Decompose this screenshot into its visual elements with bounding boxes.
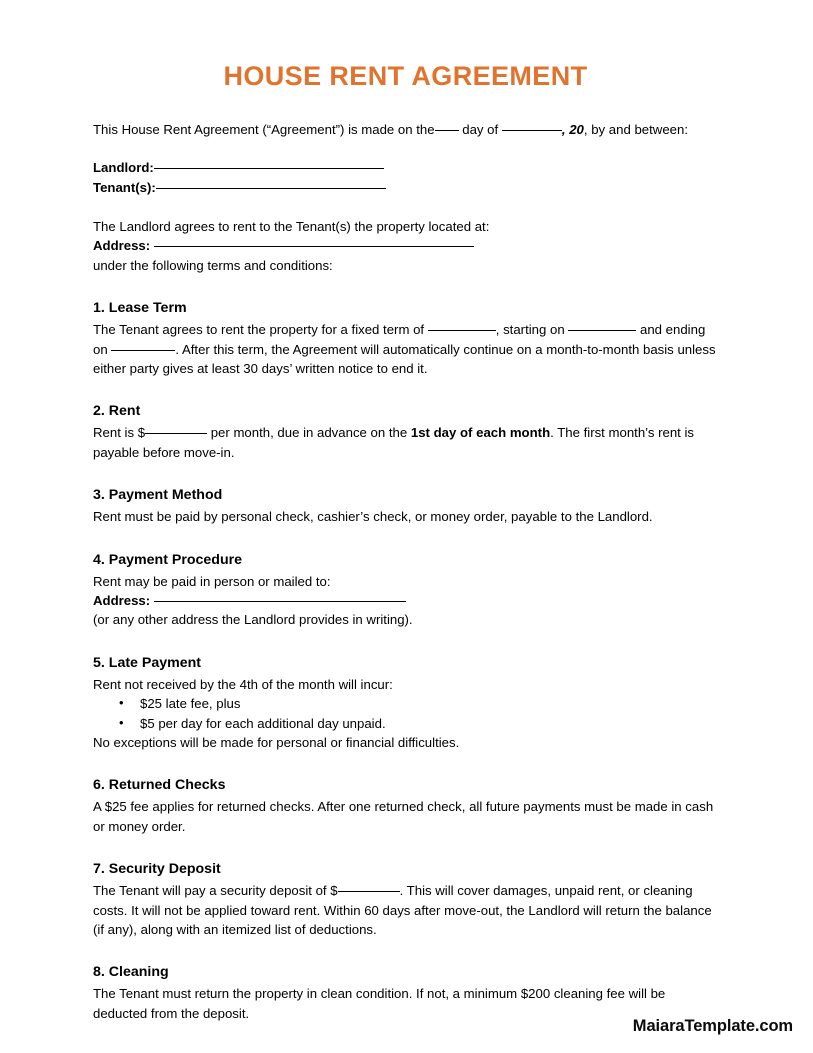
section-late-payment <box>93 654 718 753</box>
property-address-field <box>93 236 718 255</box>
security-deposit-text-a: The Tenant will pay a security deposit of $ <box>93 883 338 899</box>
rent-text-c: . The first month’s rent is payable before move-in. <box>93 425 695 460</box>
section-heading: 6. Returned Checks <box>93 777 226 794</box>
rent-text-a: Rent is $ <box>93 425 146 441</box>
section-body: Rent must be paid by personal check, cashier’s check, or money order, payable to the Landlord. <box>93 509 653 525</box>
late-payment-fee-list <box>93 694 718 733</box>
intro-text-part4: , by and between: <box>583 121 688 137</box>
property-address-label: Address: <box>93 238 151 254</box>
section-heading: 4. Payment Procedure <box>93 551 243 568</box>
section-payment-procedure <box>93 551 718 630</box>
watermark-branding: MaiaraTemplate.com <box>632 1017 793 1035</box>
section-body: A $25 fee applies for returned checks. After one returned check, all future payments must be made in cash or money order. <box>93 799 714 834</box>
landlord-input-blank[interactable] <box>154 157 384 169</box>
section-heading: 7. Security Deposit <box>93 861 221 878</box>
lease-term-text-a: The Tenant agrees to rent the property for a fixed term of <box>93 322 425 338</box>
lease-term-end-blank[interactable] <box>111 339 175 351</box>
section-heading: 1. Lease Term <box>93 300 187 317</box>
section-body <box>93 423 718 462</box>
lease-term-start-blank[interactable] <box>568 319 636 331</box>
tenant-field <box>93 178 718 197</box>
section-lease-term <box>93 299 718 378</box>
security-deposit-text-b: . This will cover damages, unpaid rent, or cleaning costs. It will not be applied toward rent. Within 60 days after move-out, the Landlord will return the balance (if any), along with an itemized list of deductions. <box>93 883 712 938</box>
payment-procedure-lead-in: Rent may be paid in person or mailed to: <box>93 573 331 589</box>
rent-text-b: per month, due in advance on the <box>210 425 408 441</box>
lease-term-duration-blank[interactable] <box>428 319 496 331</box>
landlord-label: Landlord: <box>93 160 154 176</box>
section-heading: 5. Late Payment <box>93 654 202 671</box>
list-item: • $5 per day for each additional day unpaid. <box>93 714 718 733</box>
intro-paragraph <box>93 120 718 139</box>
section-heading: 2. Rent <box>93 403 141 420</box>
spacer <box>93 197 718 217</box>
late-payment-trailer: No exceptions will be made for personal or financial difficulties. <box>93 735 460 750</box>
tenant-label: Tenant(s): <box>93 179 156 195</box>
section-payment-method <box>93 486 718 526</box>
landlord-field <box>93 158 718 177</box>
intro-month-blank[interactable] <box>502 119 562 131</box>
document-body <box>93 62 718 1023</box>
property-trailer: under the following terms and conditions: <box>93 257 333 273</box>
intro-text-part1: This House Rent Agreement (“Agreement”) is made on the <box>93 121 435 137</box>
section-rent <box>93 402 718 462</box>
intro-text-part2: day of <box>462 121 499 137</box>
section-cleaning <box>93 963 718 1023</box>
list-item: • $25 late fee, plus <box>93 694 718 713</box>
payment-address-input-blank[interactable] <box>154 590 406 602</box>
property-lead-in: The Landlord agrees to rent to the Tenant(s) the property located at: <box>93 218 490 234</box>
lease-term-text-b: , starting on <box>495 322 565 338</box>
lease-term-text-c: and ending on <box>93 322 706 357</box>
late-payment-lead-in: Rent not received by the 4th of the month will incur: <box>93 676 393 692</box>
section-security-deposit <box>93 860 718 939</box>
intro-day-blank[interactable] <box>435 119 459 131</box>
payment-address-label: Address: <box>93 592 151 608</box>
payment-procedure-trailer: (or any other address the Landlord provides in writing). <box>93 612 413 628</box>
section-returned-checks <box>93 776 718 836</box>
intro-year-comma: , <box>561 121 566 137</box>
section-body <box>93 881 718 939</box>
section-heading: 3. Payment Method <box>93 487 223 504</box>
section-heading: 8. Cleaning <box>93 964 169 981</box>
intro-year-prefix: 20 <box>569 121 584 137</box>
section-body <box>93 320 718 378</box>
rent-due-date-phrase: 1st day of each month <box>410 425 551 441</box>
payment-address-field <box>93 591 718 610</box>
section-body: The Tenant must return the property in clean condition. If not, a minimum $200 cleaning fee will be deducted from the deposit. <box>93 986 666 1021</box>
security-deposit-amount-blank[interactable] <box>338 880 400 892</box>
lease-term-text-d: . After this term, the Agreement will automatically continue on a month-to-month basis unless either party gives at least 30 days’ written notice to end it. <box>93 341 716 376</box>
property-address-input-blank[interactable] <box>154 235 474 247</box>
tenant-input-blank[interactable] <box>156 177 386 189</box>
rent-amount-blank[interactable] <box>145 422 207 434</box>
page-title: HOUSE RENT AGREEMENT <box>223 61 588 91</box>
